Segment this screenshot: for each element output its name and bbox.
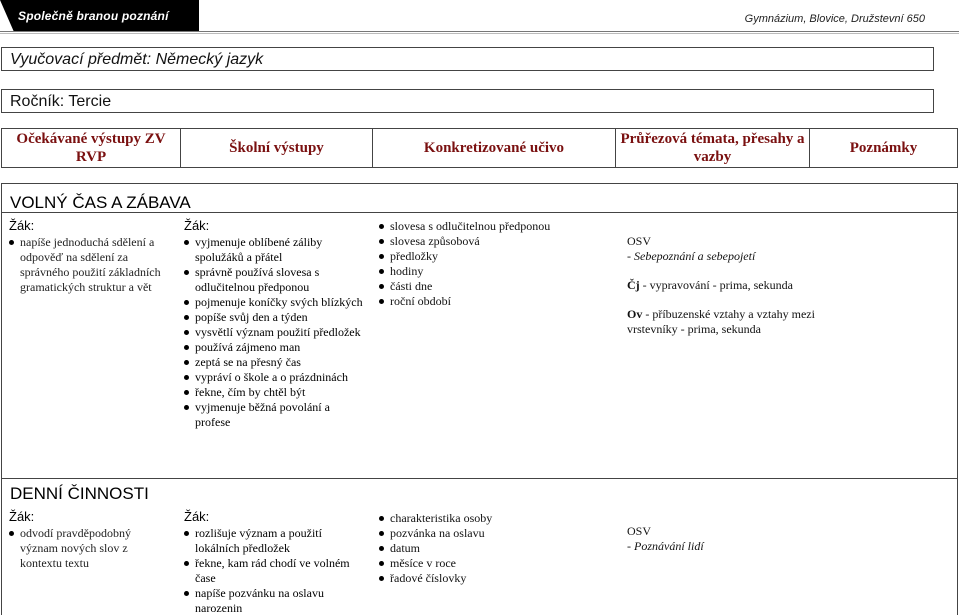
ov-label: Ov <box>627 307 643 321</box>
pupil-lead: Žák: <box>184 509 210 524</box>
list-item: odvodí pravděpodobný význam nových slov z kontextu textu <box>9 526 169 571</box>
header-divider <box>0 31 959 32</box>
section-title-divider <box>1 212 958 213</box>
list-item: řadové číslovky <box>379 571 611 586</box>
cell-themes-2 <box>627 524 817 554</box>
osv-label: OSV <box>627 524 652 538</box>
pupil-lead: Žák: <box>9 218 35 233</box>
logo-text: Společně branou poznání <box>18 9 169 23</box>
ov-link <box>627 307 817 337</box>
list-item: vypráví o škole a o prázdninách <box>184 370 367 385</box>
grade-value: Tercie <box>68 93 112 110</box>
school-name: Gymnázium, Blovice, Družstevní 650 <box>744 13 925 25</box>
ov-text: - příbuzenské vztahy a vztahy mezi vrstevníky - prima, sekunda <box>627 307 815 336</box>
col-header-expected: Očekávané výstupy ZV RVP <box>1 128 181 168</box>
list-item: napíše pozvánku na oslavu narozenin <box>184 586 367 616</box>
list-item: zeptá se na přesný čas <box>184 355 367 370</box>
osv-label: OSV <box>627 234 652 248</box>
cell-outcomes-1 <box>184 218 367 430</box>
grade-box <box>1 89 934 113</box>
osv-note: - Sebepoznání a sebepojetí <box>627 249 756 263</box>
col-header-outcomes: Školní výstupy <box>180 128 373 168</box>
list-item: datum <box>379 541 611 556</box>
col-header-themes: Průřezová témata, přesahy a vazby <box>615 128 810 168</box>
list-item: používá zájmeno man <box>184 340 367 355</box>
list-item: slovesa s odlučitelnou předponou <box>379 219 611 234</box>
list-item: vysvětlí význam použití předložek <box>184 325 367 340</box>
table-header <box>0 128 959 168</box>
list-item: hodiny <box>379 264 611 279</box>
list-item: vyjmenuje oblíbené záliby spolužáků a přátel <box>184 235 367 265</box>
list-item: měsíce v roce <box>379 556 611 571</box>
subject-label: Vyučovací předmět: <box>10 51 152 68</box>
logo <box>0 0 205 32</box>
section-title: DENNÍ ČINNOSTI <box>10 484 149 503</box>
list-item: vyjmenuje běžná povolání a profese <box>184 400 367 430</box>
list-item: napíše jednoduchá sdělení a odpověď na sdělení za správného použití základních gramatických struktur a vět <box>9 235 169 295</box>
cell-outcomes-2 <box>184 509 367 616</box>
subject-box <box>1 47 934 71</box>
list-item: části dne <box>379 279 611 294</box>
header-divider-thin <box>0 33 959 34</box>
list-item: pozvánka na oslavu <box>379 526 611 541</box>
list-item: pojmenuje koníčky svých blízkých <box>184 295 367 310</box>
list-item: správně používá slovesa s odlučitelnou předponou <box>184 265 367 295</box>
cell-content-2 <box>379 511 611 586</box>
list-item: předložky <box>379 249 611 264</box>
list-item: charakteristika osoby <box>379 511 611 526</box>
list-item: roční období <box>379 294 611 309</box>
list-item: rozlišuje význam a použití lokálních předložek <box>184 526 367 556</box>
list-item: řekne, kam rád chodí ve volném čase <box>184 556 367 586</box>
osv-note: - Poznávání lidí <box>627 539 704 553</box>
cell-expected-2 <box>9 509 169 571</box>
subject-value: Německý jazyk <box>155 51 264 68</box>
cell-content-1 <box>379 219 611 309</box>
list-item: slovesa způsobová <box>379 234 611 249</box>
cj-link <box>627 278 817 293</box>
col-header-notes: Poznámky <box>809 128 958 168</box>
cell-themes-1 <box>627 234 817 337</box>
col-header-content: Konkretizované učivo <box>372 128 616 168</box>
cj-text: - vypravování - prima, sekunda <box>639 278 793 292</box>
pupil-lead: Žák: <box>184 218 210 233</box>
cj-label: Čj <box>627 278 640 292</box>
section-title: VOLNÝ ČAS A ZÁBAVA <box>10 193 191 212</box>
list-item: řekne, čím by chtěl být <box>184 385 367 400</box>
grade-label: Ročník: <box>10 93 65 110</box>
list-item: popíše svůj den a týden <box>184 310 367 325</box>
cell-expected-1 <box>9 218 169 295</box>
pupil-lead: Žák: <box>9 509 35 524</box>
